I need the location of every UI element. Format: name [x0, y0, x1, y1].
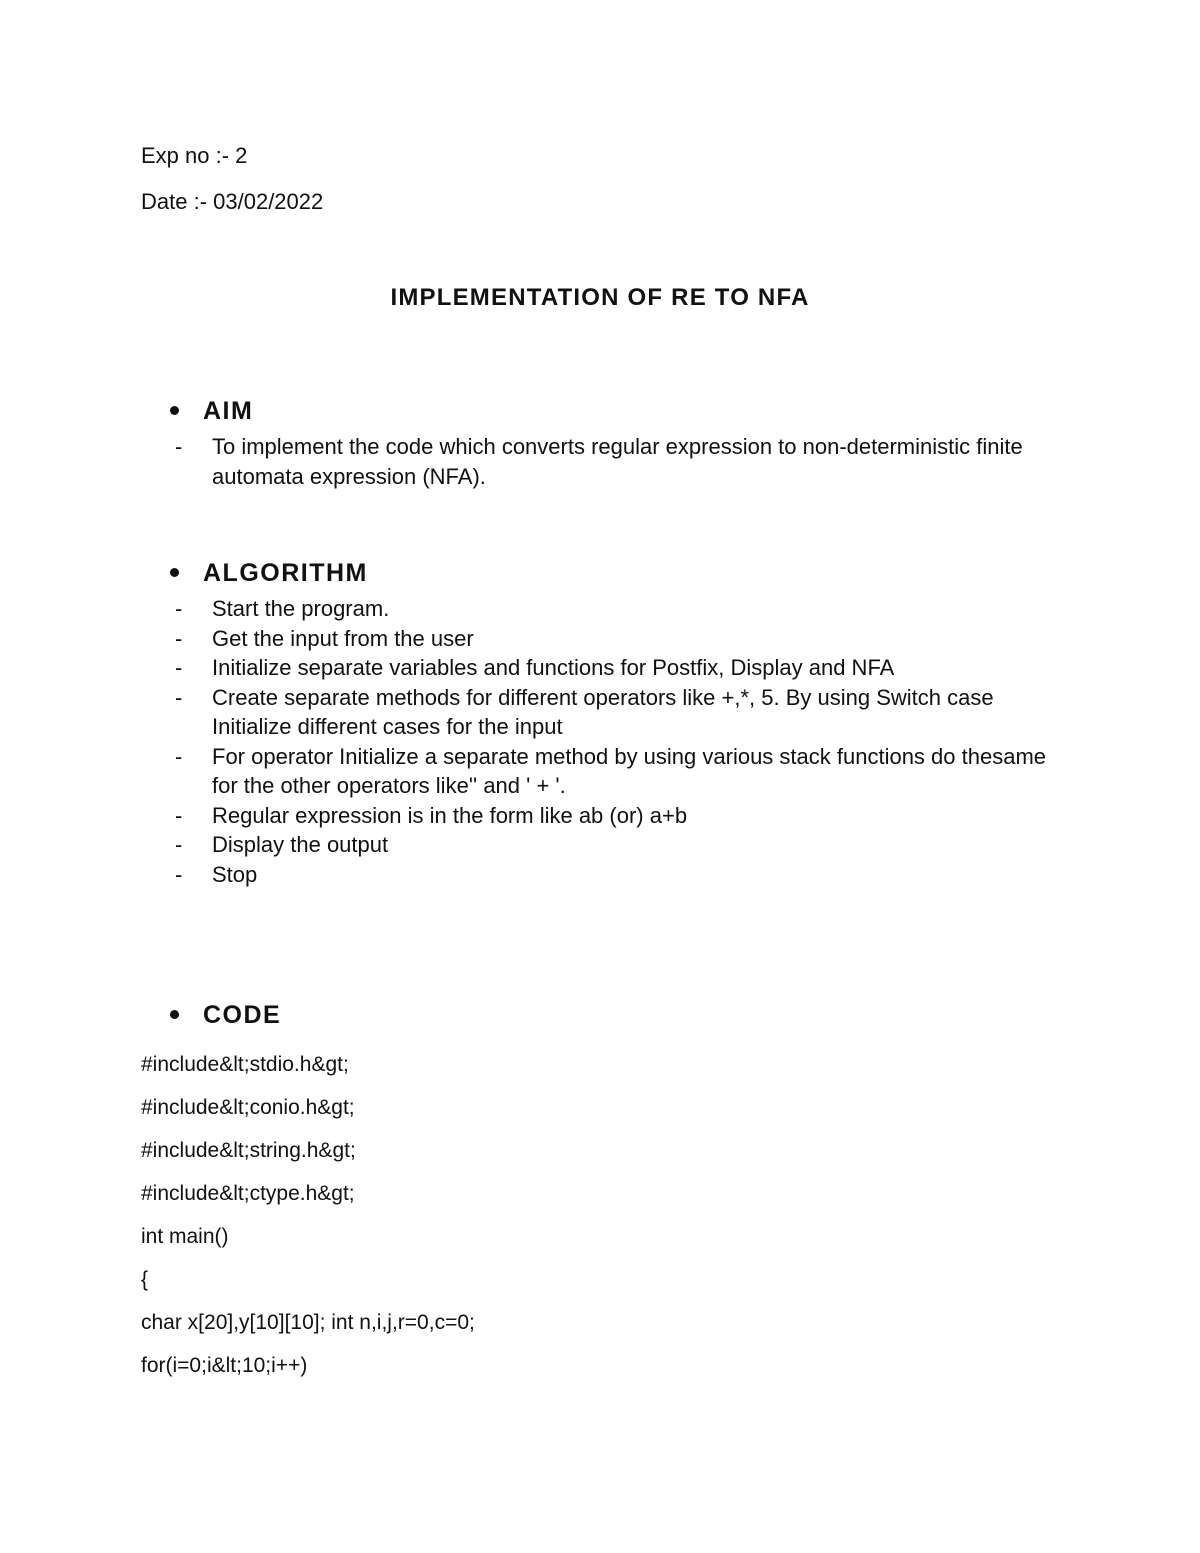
algorithm-step-text: For operator Initialize a separate method by using various stack functions do thesame for the other operators like'' and ' + '. [212, 743, 1047, 798]
algorithm-step-text: Start the program. [212, 596, 390, 621]
bullet-icon [170, 1010, 179, 1019]
aim-heading-label: AIM [203, 397, 254, 425]
dash-marker: - [175, 434, 183, 459]
code-line: char x[20],y[10][10]; int n,i,j,r=0,c=0; [141, 1311, 475, 1334]
code-line: { [141, 1268, 149, 1291]
aim-heading [170, 396, 253, 426]
list-item [175, 624, 1072, 654]
list-item [175, 594, 1072, 624]
list-item [175, 801, 1072, 831]
code-heading [170, 1000, 281, 1030]
bullet-icon [170, 568, 179, 577]
list-item [175, 432, 1072, 491]
code-heading-label: CODE [203, 1001, 282, 1029]
dash-marker: - [175, 743, 183, 769]
algorithm-heading-label: ALGORITHM [203, 559, 368, 587]
code-line: #include&lt;ctype.h&gt; [141, 1182, 355, 1205]
dash-marker: - [175, 802, 183, 828]
dash-marker: - [175, 596, 183, 621]
code-block [141, 1050, 475, 1394]
dash-marker: - [175, 832, 183, 857]
page-title: IMPLEMENTATION OF RE TO NFA [390, 284, 810, 311]
algorithm-step-text: Display the output [212, 832, 389, 857]
bullet-icon [170, 406, 179, 415]
dash-marker: - [175, 684, 183, 710]
experiment-number: Exp no :- 2 [141, 143, 248, 168]
aim-list [175, 432, 1072, 491]
code-line: #include&lt;conio.h&gt; [141, 1096, 355, 1119]
list-item [175, 653, 1072, 683]
algorithm-step-text: Stop [212, 861, 258, 887]
algorithm-list [175, 594, 1072, 889]
dash-marker: - [175, 861, 183, 887]
experiment-date: Date :- 03/02/2022 [141, 189, 324, 214]
code-line: #include&lt;stdio.h&gt; [141, 1053, 349, 1076]
algorithm-heading [170, 558, 368, 588]
code-line: int main() [141, 1225, 229, 1248]
list-item [175, 860, 1072, 890]
algorithm-step-text: Regular expression is in the form like ab (or) a+b [212, 802, 688, 828]
code-line: #include&lt;string.h&gt; [141, 1139, 356, 1162]
algorithm-step-text: Create separate methods for different operators like +,*, 5. By using Switch case Initialize different cases for the input [212, 684, 994, 739]
list-item [175, 742, 1072, 801]
dash-marker: - [175, 655, 183, 680]
list-item [175, 683, 1072, 742]
algorithm-step-text: Get the input from the user [212, 625, 474, 651]
aim-item-text: To implement the code which converts regular expression to non-deterministic finite automata expression (NFA). [212, 434, 1023, 489]
algorithm-step-text: Initialize separate variables and functions for Postfix, Display and NFA [212, 655, 895, 680]
list-item [175, 830, 1072, 860]
dash-marker: - [175, 625, 183, 651]
code-line: for(i=0;i&lt;10;i++) [141, 1354, 308, 1377]
